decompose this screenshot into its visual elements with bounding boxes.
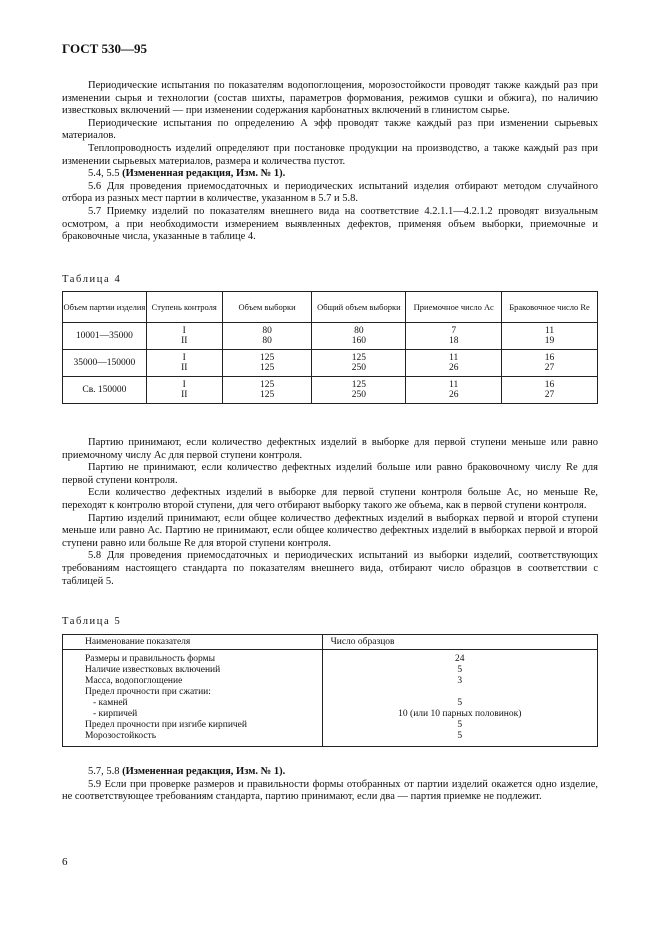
mid-paragraphs [62, 437, 598, 588]
table4-header-ac: Приемочное число Ас [406, 292, 502, 323]
table4-cell-stage: I II [146, 323, 222, 350]
table5-header-row [63, 635, 598, 650]
table5-item-value [323, 687, 597, 698]
amendment-57-58 [62, 766, 598, 779]
amendment-54-55-text: (Измененная редакция, Изм. № 1). [122, 168, 286, 180]
amendment-57-58-num: 5.7, 5.8 [88, 766, 120, 777]
table4-cell-lot: 35000—150000 [63, 350, 147, 377]
table4-header-lot: Объем партии изделия [63, 292, 147, 323]
table4-row [63, 377, 598, 404]
table4-cell-total: 125 250 [312, 377, 406, 404]
table4-cell-sample: 80 80 [222, 323, 312, 350]
table4-cell-total: 125 250 [312, 350, 406, 377]
table5-item-value: 24 [455, 654, 465, 664]
table4-cell-re: 16 27 [502, 377, 598, 404]
table-5 [62, 634, 598, 747]
table5-item-name: Морозостойкость [85, 731, 157, 741]
table4-header-sample: Объем выборки [222, 292, 312, 323]
table5-item-name: Предел прочности при сжатии: [85, 687, 211, 697]
table4-body [63, 323, 598, 404]
table4-cell-stage: I II [146, 377, 222, 404]
amendment-57-58-text: (Измененная редакция, Изм. № 1). [122, 766, 286, 777]
paragraph-total-defects: Партию изделий принимают, если общее количество дефектных изделий в выборках первой и второй ступени меньше или равно Ас. Партию не принимают, если общее количество дефектных изделий в выборках первой и второй ступени равно или больше Re для второй ступени контроля. [62, 512, 598, 549]
paragraph-5-9: 5.9 Если при проверке размеров и правильности формы отобранных от партии изделий окажется одно изделие, не соответствующее требованиям стандарта, партию принимают, если два — партия приемке не подлежит. [62, 778, 598, 803]
paragraph-reject: Партию не принимают, если количество дефектных изделий больше или равно браковочному числу Re для первой ступени контроля. [62, 462, 598, 486]
table4-cell-ac: 7 18 [406, 323, 502, 350]
table4-cell-ac: 11 26 [406, 350, 502, 377]
table4-cell-lot: Св. 150000 [63, 377, 147, 404]
table5-item-value: 3 [457, 676, 463, 686]
table5-item-name: - камней [93, 698, 128, 708]
table5-header-count: Число образцов [322, 635, 597, 650]
table5-body-row [63, 650, 598, 747]
table5-names-cell [63, 650, 323, 747]
table5-item-value: 5 [457, 665, 463, 675]
table5-item-name: Размеры и правильность формы [85, 654, 216, 664]
table4-header-total: Общий объем выборки [312, 292, 406, 323]
table5-header-name: Наименование показателя [63, 635, 323, 650]
table4-cell-ac: 11 26 [406, 377, 502, 404]
table4-header-re: Браковочное число Re [502, 292, 598, 323]
table5-item-value: 5 [457, 731, 463, 741]
page-number: 6 [62, 856, 68, 868]
top-paragraphs [62, 80, 598, 244]
bottom-paragraphs [62, 766, 598, 804]
table5-item-value: 10 (или 10 парных половинок) [398, 709, 522, 719]
table5-item-name: - кирпичей [93, 709, 138, 719]
paragraph-second-stage: Если количество дефектных изделий в выборке для первой ступени контроля больше Ас, но меньше Re, переходят к контролю второй ступени, для чего отбирают выборку такого же объема, как в первой ступени контроля. [62, 487, 598, 511]
table4-cell-re: 16 27 [502, 350, 598, 377]
table5-item-value: 5 [457, 698, 463, 708]
table4-cell-stage: I II [146, 350, 222, 377]
table5-item-name: Масса, водопоглощение [85, 676, 183, 686]
table4-header-stage: Ступень контроля [146, 292, 222, 323]
paragraph-5-8: 5.8 Для проведения приемосдаточных и периодических испытаний из выборки изделий, соответствующих требованиям настоящего стандарта по показателям внешнего вида, отбирают число образцов в соответствии с таблицей 5. [62, 550, 598, 587]
table4-cell-sample: 125 125 [222, 377, 312, 404]
paragraph-5-7: 5.7 Приемку изделий по показателям внешнего вида на соответствие 4.2.1.1—4.2.1.2 проводят визуальным осмотром, а при необходимости измерением выявленных дефектов, применяя объем выборки, приемочные и браковочные числа, указанные в таблице 4. [62, 205, 598, 243]
table5-item-name: Наличие известковых включений [85, 665, 221, 675]
paragraph-5-6: 5.6 Для проведения приемосдаточных и периодических испытаний изделия отбирают методом случайного отбора из разных мест партии в количестве, указанном в 5.7 и 5.8. [62, 180, 598, 205]
table5-item-value: 5 [457, 720, 463, 730]
document-header-code: ГОСТ 530—95 [62, 41, 148, 56]
table-4 [62, 291, 598, 404]
table4-row [63, 323, 598, 350]
table5-caption: Таблица 5 [62, 616, 122, 627]
table5-item-name: Предел прочности при изгибе кирпичей [85, 720, 247, 730]
table4-row [63, 350, 598, 377]
paragraph-accept: Партию принимают, если количество дефектных изделий в выборке для первой ступени меньше или равно приемочному числу Ас для первой ступени контроля. [62, 437, 598, 461]
paragraph-aeff: Периодические испытания по определению А эфф проводят также каждый раз при изменении сырьевых материалов. [62, 117, 598, 142]
amendment-54-55-num: 5.4, 5.5 [88, 168, 120, 180]
table4-header-row [63, 292, 598, 323]
table4-cell-re: 11 19 [502, 323, 598, 350]
table5-values-cell [322, 650, 597, 747]
paragraph-periodic-tests: Периодические испытания по показателям водопоглощения, морозостойкости проводят также каждый раз при изменении сырья и технологии (состав шихты, параметров формования, режимов сушки и обжига), по наличию известковых включений — при изменении содержания карбонатных включений в глинистом сырье. [62, 80, 598, 117]
paragraph-thermal: Теплопроводность изделий определяют при постановке продукции на производство, а также каждый раз при изменении сырьевых материалов, размера и количества пустот. [62, 142, 598, 167]
table4-cell-sample: 125 125 [222, 350, 312, 377]
table4-cell-total: 80 160 [312, 323, 406, 350]
table4-caption: Таблица 4 [62, 274, 122, 285]
table4-cell-lot: 10001—35000 [63, 323, 147, 350]
amendment-54-55 [62, 168, 598, 181]
